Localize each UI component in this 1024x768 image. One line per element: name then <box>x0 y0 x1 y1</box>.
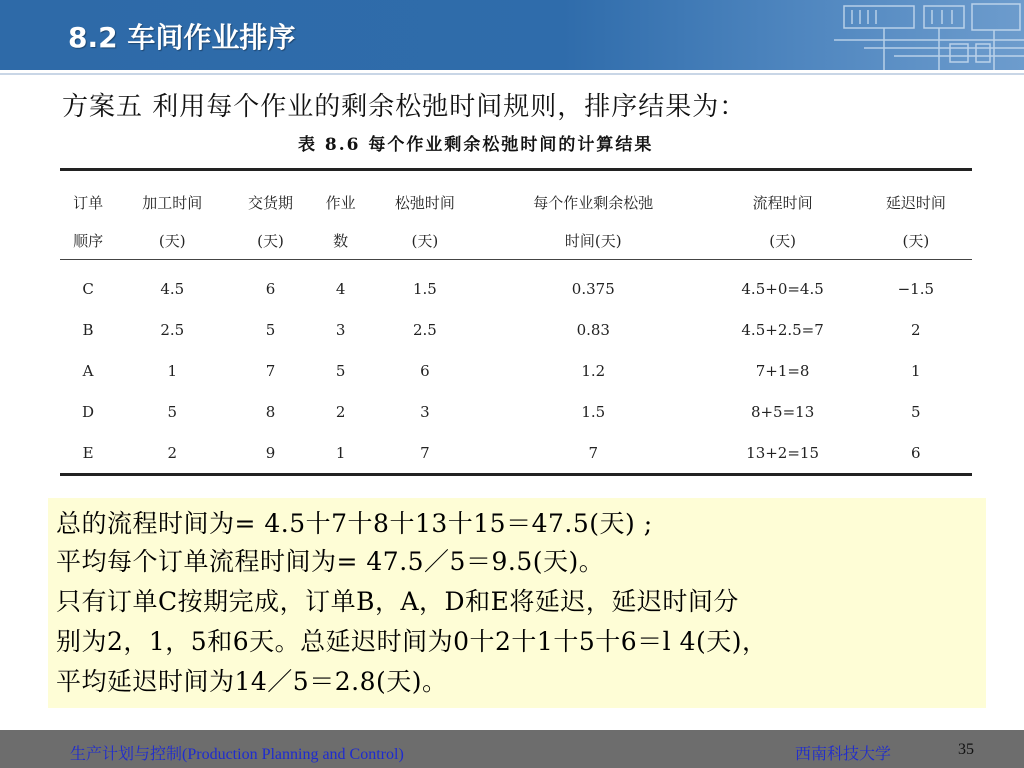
table-cell: B <box>82 320 94 339</box>
summary-line-lateness: 只有订单C按期完成，订单B，A，D和E将延迟，延迟时间分 <box>56 587 739 616</box>
column-header: 订单 <box>73 193 104 212</box>
table-cell: 7 <box>265 361 276 380</box>
table-cell: 7 <box>588 443 599 462</box>
summary-line-average-flow: 平均每个订单流程时间为= 47.5／5＝9.5(天)。 <box>56 547 605 576</box>
table-cell: 1.5 <box>581 402 606 421</box>
column-header: 加工时间 <box>142 193 203 212</box>
column-header-unit: (天) <box>158 231 186 250</box>
table-cell: 6 <box>911 443 921 462</box>
table-row <box>60 309 972 350</box>
table-cell: 2 <box>335 402 346 421</box>
table-cell: 7 <box>420 443 430 462</box>
table-cell: 1.2 <box>581 361 606 380</box>
table-cell: 6 <box>420 361 430 380</box>
table-cell: −1.5 <box>897 279 935 298</box>
summary-line-average-delay: 平均延迟时间为14／5＝2.8(天)。 <box>56 667 448 696</box>
page-number: 35 <box>958 741 974 758</box>
table-cell: 2.5 <box>160 320 185 339</box>
table-cell: 3 <box>420 402 430 421</box>
table-cell: 7+1=8 <box>755 361 810 380</box>
header-row-1 <box>60 170 972 222</box>
table-cell: 2 <box>911 320 921 339</box>
slack-time-table <box>60 168 972 476</box>
column-header-unit: 数 <box>333 231 349 250</box>
column-header: 作业 <box>325 193 356 212</box>
summary-line-total-flow: 总的流程时间为= 4.5十7十8十13十15＝47.5(天) ; <box>56 509 653 538</box>
circuit-decoration-icon <box>724 0 1024 70</box>
table-cell: A <box>82 361 94 380</box>
column-header: 交货期 <box>248 193 294 212</box>
table-cell: C <box>82 279 94 298</box>
table-cell: 4 <box>335 279 346 298</box>
table-cell: 0.375 <box>571 279 615 298</box>
table-cell: 13+2=15 <box>746 443 820 462</box>
table-cell: 5 <box>265 320 276 339</box>
summary-box <box>48 498 986 708</box>
table-cell: 1 <box>911 361 921 380</box>
table-cell: 2 <box>167 443 178 462</box>
table-cell: 4.5+0=4.5 <box>741 279 824 298</box>
table-cell: 8 <box>265 402 276 421</box>
data-table <box>60 168 972 476</box>
course-name <box>70 741 404 764</box>
summary-line-total-delay: 别为2，1，5和6天。总延迟时间为0十2十1十5十6＝l 4(天)， <box>56 627 768 656</box>
column-header: 流程时间 <box>752 193 813 212</box>
table-cell: 5 <box>911 402 921 421</box>
table-cell: 4.5 <box>160 279 185 298</box>
column-header: 每个作业剩余松弛 <box>533 193 654 212</box>
column-header-unit: (天) <box>411 231 439 250</box>
table-cell: 9 <box>265 443 276 462</box>
table-caption: 表 8.6 每个作业剩余松弛时间的计算结果 <box>298 135 654 155</box>
header-row-2 <box>60 221 972 260</box>
table-cell: 6 <box>265 279 276 298</box>
university-name: 西南科技大学 <box>795 746 892 763</box>
table-cell: 3 <box>335 320 346 339</box>
footer-bar <box>0 730 1024 768</box>
table-row <box>60 350 972 391</box>
column-header-unit: 时间(天) <box>564 231 622 250</box>
column-header-unit: (天) <box>769 231 796 250</box>
table-cell: 4.5+2.5=7 <box>741 320 824 339</box>
column-header-unit: (天) <box>902 231 930 250</box>
table-cell: 8+5=13 <box>750 402 815 421</box>
table-row <box>60 260 972 310</box>
table-cell: D <box>82 402 95 421</box>
table-cell: 1 <box>335 443 346 462</box>
course-name-cn: 生产计划与控制 <box>70 746 183 763</box>
table-cell: E <box>82 443 94 462</box>
scheme-subtitle: 方案五 利用每个作业的剩余松弛时间规则，排序结果为： <box>62 92 747 122</box>
table-cell: 5 <box>335 361 346 380</box>
column-header-unit: (天) <box>257 231 284 250</box>
table-cell: 5 <box>167 402 178 421</box>
table-row <box>60 391 972 432</box>
table-cell: 1 <box>167 361 178 380</box>
header-band <box>0 0 1024 70</box>
header-divider-shadow <box>0 73 1024 75</box>
table-cell: 0.83 <box>576 320 610 339</box>
column-header: 松弛时间 <box>394 193 455 212</box>
table-row <box>60 432 972 475</box>
column-header-unit: 顺序 <box>73 231 104 250</box>
table-cell: 2.5 <box>412 320 437 339</box>
table-cell: 1.5 <box>412 279 437 298</box>
column-header: 延迟时间 <box>885 193 946 212</box>
slide-title: 8.2 车间作业排序 <box>68 21 296 54</box>
course-name-en: (Production Planning and Control) <box>182 746 404 763</box>
